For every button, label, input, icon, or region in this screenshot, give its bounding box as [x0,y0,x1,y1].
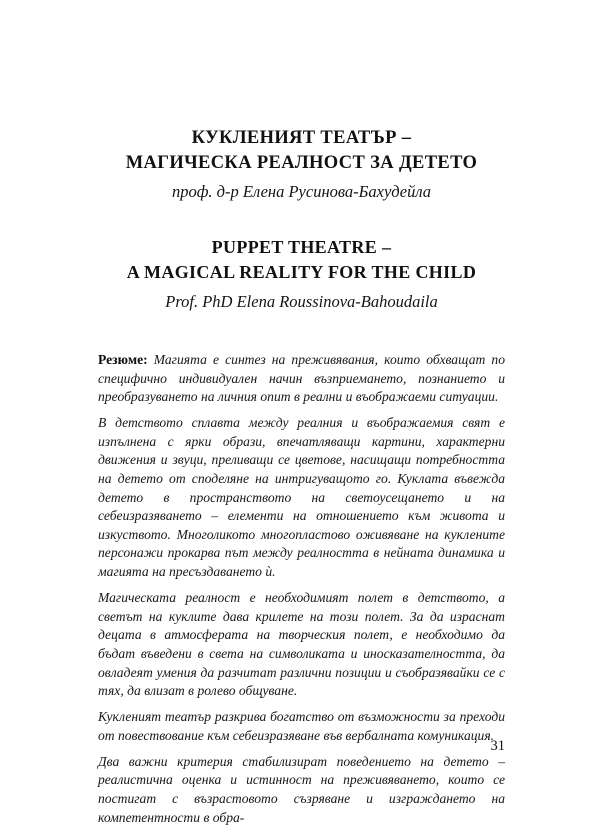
abstract-paragraph-text: Магията е синтез на преживявания, които обхващат по специфично индивидуален начин възприемането, познанието и преобразуването на личния опит в реални и въображаеми ситуации. [98,352,505,405]
author-byline-bg: проф. д-р Елена Русинова-Бахудейла [171,182,432,201]
abstract-paragraph: Два важни критерия стабилизират поведението на детето – реалистична оценка и истинност на преживяването, които се постигат с възрастовото съзряване и изграждането на компетентности в обра- [98,753,505,825]
abstract-paragraph [98,351,505,407]
page-title-en-line-1: PUPPET THEATRE – [211,237,392,257]
title-block-bulgarian [98,0,505,204]
page-title-en-line-2: A MAGICAL REALITY FOR THE CHILD [126,262,477,282]
title-block-english [98,235,505,314]
page-title-bg-line-2: МАГИЧЕСКА РЕАЛНОСТ ЗА ДЕТЕТО [125,153,478,173]
abstract-paragraph: Кукленият театър разкрива богатство от възможности за преходи от повествование към себеизразяване във вербалната комуникация. [98,709,505,743]
abstract-paragraph: Магическата реалност е необходимият полет в детството, а светът на куклите дава крилете на този полет. За да израснат децата в атмосферата на творческия полет, е необходимо да бъдат въведени в света на символиката и иносказателността, да овладеят умения да разчитат различни позиции и съобразявайки се с тях, да влизат в ролево общуване. [98,590,505,699]
abstract-paragraph: В детството сплавта между реалния и въображаемия свят е изпълнена с ярки образи, впечатляващи картини, характерни движения и звуци, преливащи се цветове, насищащи потребността на детето от споделяне на интригуващото го. Куклата въвежда детето в пространството на светоусещането и на себеизразяването – елементи на отношението към живота и изкуството. Многоликото многопластово оживяване на кукленитe персонажи прокарва път между реалността в нейната динамика и магията на пресъздаването ѝ. [98,415,505,580]
author-byline-en: Prof. PhD Elena Roussinova-Bahoudaila [165,292,438,311]
abstract-label: Резюме: [98,352,148,367]
text-column [98,0,505,827]
abstract-section [98,351,505,827]
page-number: 31 [490,738,505,754]
page-title-bg-line-1: КУКЛЕНИЯТ ТЕАТЪР – [191,128,412,148]
